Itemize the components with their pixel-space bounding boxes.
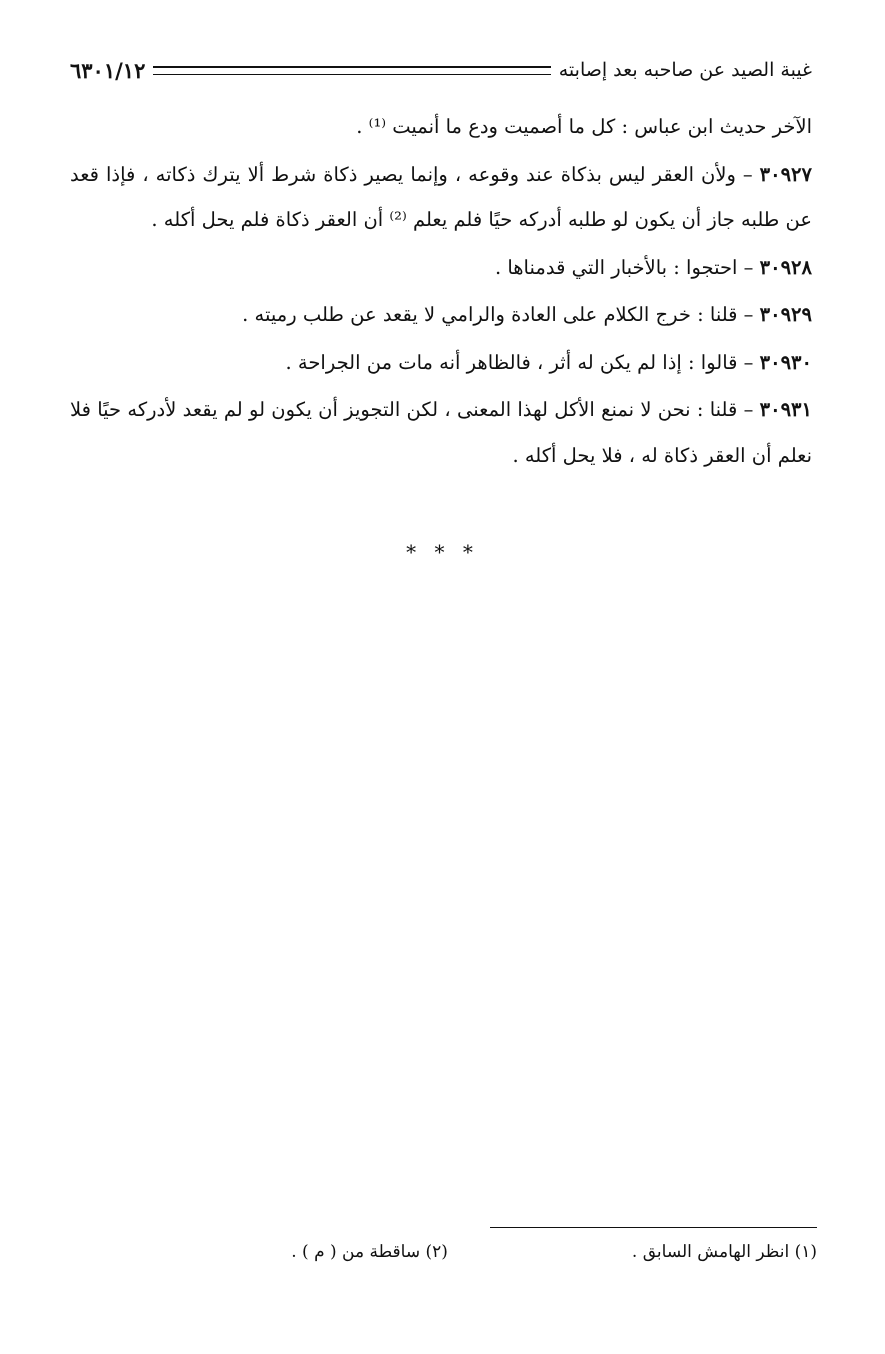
paragraph <box>70 245 812 293</box>
paragraph <box>70 152 812 245</box>
paragraph-number: ٣٠٩٣١ <box>759 398 812 421</box>
paragraph-text: الآخر حديث ابن عباس : كل ما أصميت ودع ما أنميت ⁽¹⁾ . <box>356 115 812 138</box>
paragraph-text: – قلنا : خرج الكلام على العادة والرامي لا يقعد عن طلب رميته . <box>242 303 760 326</box>
header-rule <box>153 66 550 75</box>
paragraph-number: ٣٠٩٢٧ <box>759 162 812 186</box>
paragraph-text: – قالوا : إذا لم يكن له أثر ، فالظاهر أنه مات من الجراحة . <box>285 350 760 374</box>
footnote-rule <box>490 1227 817 1228</box>
paragraph <box>70 340 812 388</box>
page-number: ٦٣٠١/١٢ <box>70 57 146 83</box>
paragraph-text: – ولأن العقر ليس بذكاة عند وقوعه ، وإنما يصير ذكاة شرط ألا يترك ذكاته ، فإذا قعد عن طلبه جاز أن يكون لو طلبه أدركه حيًا فلم يعلم ⁽²⁾ أن العقر ذكاة فلم يحل أكله . <box>70 162 812 231</box>
footnote: (١) انظر الهامش السابق . <box>631 1242 817 1262</box>
paragraph <box>70 104 812 152</box>
body-text <box>70 104 812 480</box>
section-separator: * * * <box>406 540 479 564</box>
paragraph-text: – احتجوا : بالأخبار التي قدمناها . <box>494 255 760 279</box>
paragraph <box>70 292 812 340</box>
paragraph-number: ٣٠٩٢٩ <box>759 303 812 326</box>
footnote: (٢) ساقطة من ( م ) . <box>291 1242 448 1262</box>
paragraph <box>70 387 812 480</box>
paragraph-text: – قلنا : نحن لا نمنع الأكل لهذا المعنى ، لكن التجويز أن يكون لو لم يقعد لأدركه حيًا فلا نعلم أن العقر ذكاة له ، فلا يحل أكله . <box>70 398 812 467</box>
chapter-title: غيبة الصيد عن صاحبه بعد إصابته <box>558 59 812 81</box>
footnotes <box>240 1242 817 1262</box>
paragraph-number: ٣٠٩٢٨ <box>759 255 812 279</box>
paragraph-number: ٣٠٩٣٠ <box>759 350 812 374</box>
running-header <box>70 50 812 90</box>
